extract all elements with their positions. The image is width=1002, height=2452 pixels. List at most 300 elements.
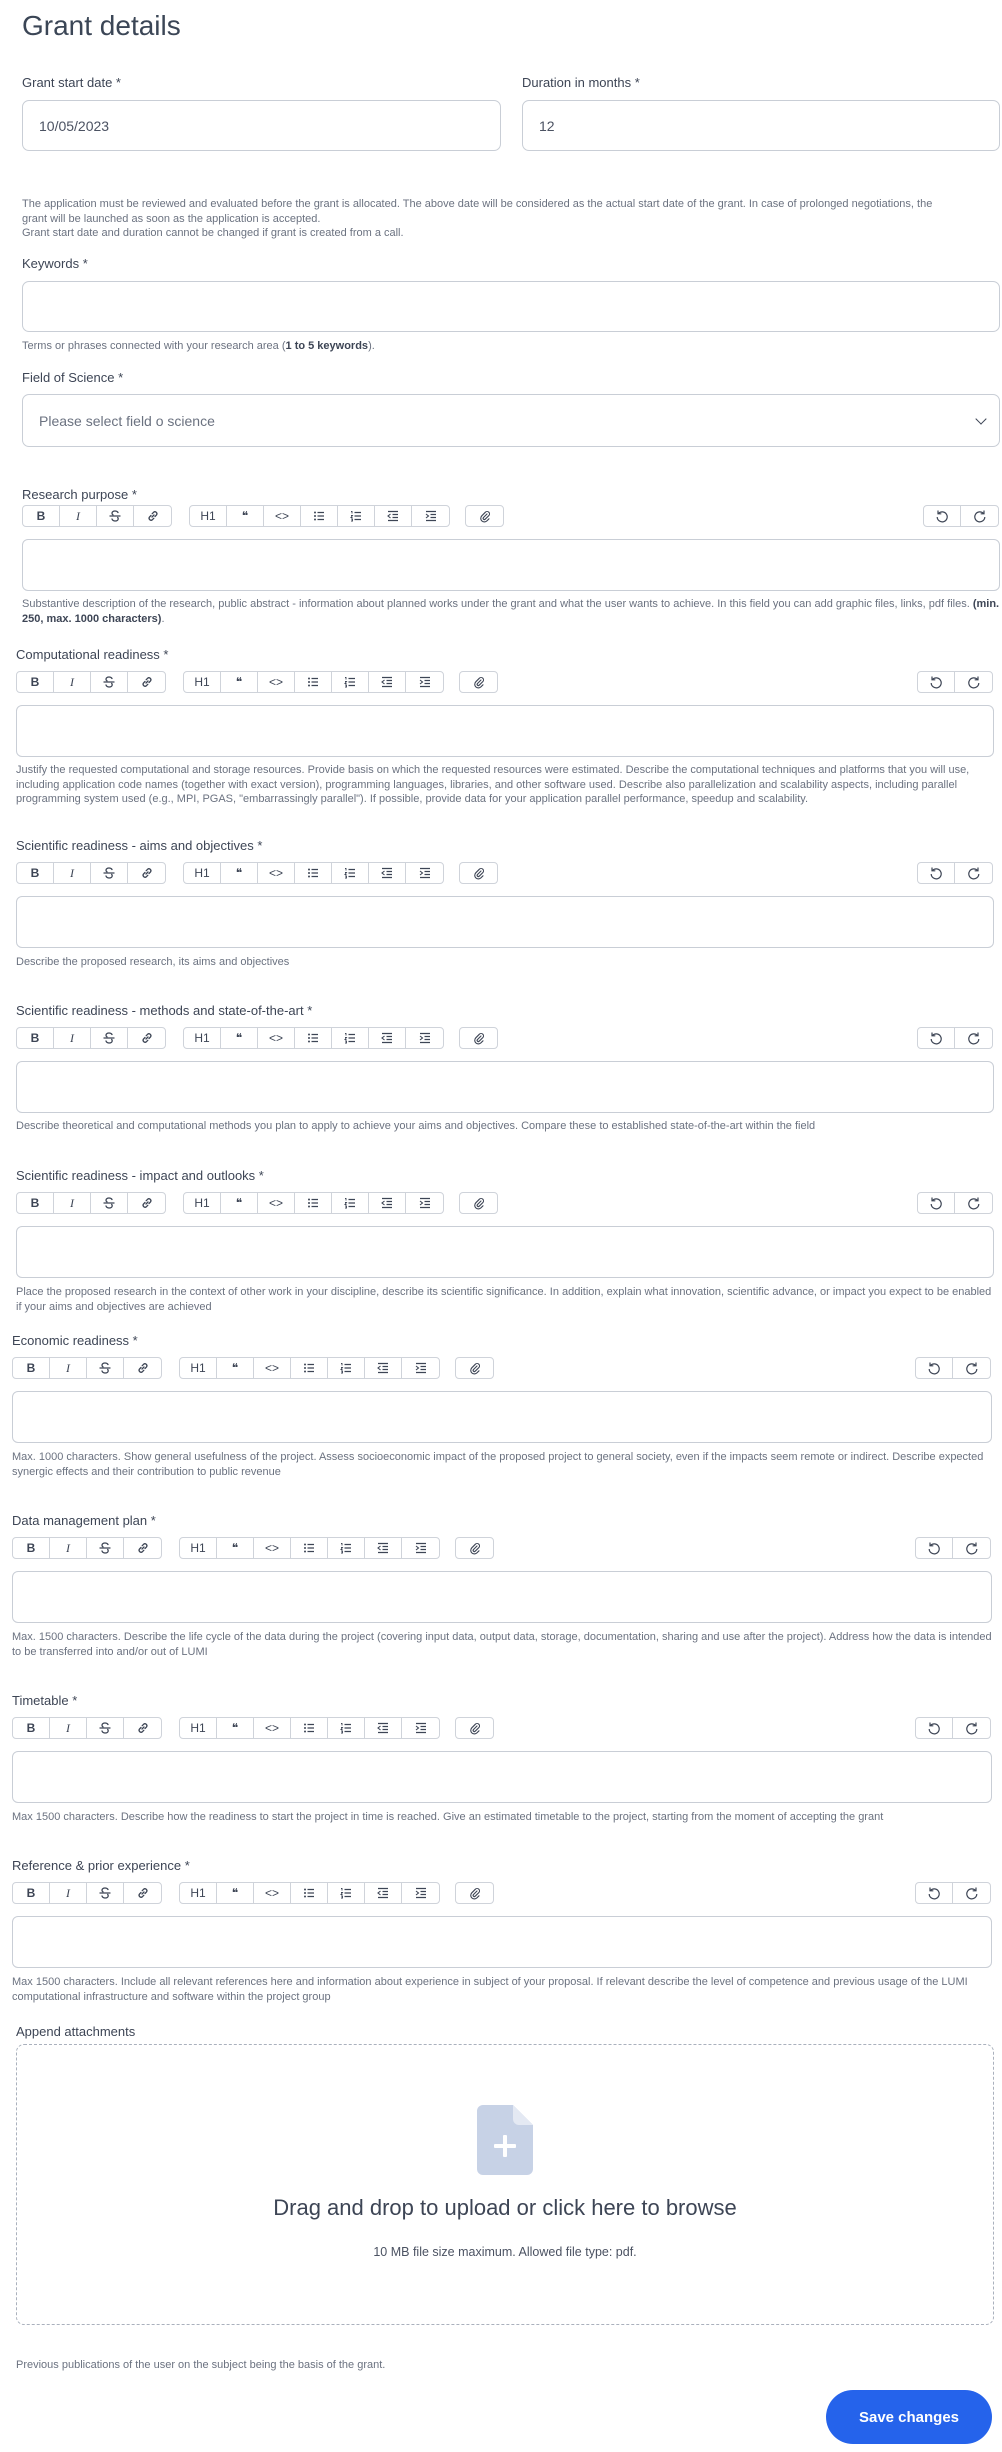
duration-label: Duration in months * bbox=[522, 75, 640, 90]
block-group bbox=[183, 671, 444, 693]
editor-toolbar bbox=[16, 671, 994, 693]
outdent-icon bbox=[376, 1721, 390, 1735]
keywords-help-suffix: ). bbox=[368, 340, 375, 352]
code-button[interactable]: <> bbox=[258, 863, 295, 883]
undo-button[interactable] bbox=[918, 863, 955, 883]
editor-label: Scientific readiness - aims and objectives * bbox=[16, 838, 263, 853]
outdent-button[interactable] bbox=[369, 672, 406, 692]
editor-toolbar bbox=[16, 1192, 994, 1214]
link-icon bbox=[136, 1721, 150, 1735]
numbered-list-icon bbox=[339, 1886, 353, 1900]
strikethrough-icon bbox=[102, 1031, 116, 1045]
upload-dropzone[interactable] bbox=[16, 2044, 994, 2325]
bullet-list-button[interactable] bbox=[291, 1718, 328, 1738]
link-icon bbox=[140, 866, 154, 880]
dropzone-title: Drag and drop to upload or click here to browse bbox=[273, 2195, 737, 2220]
numbered-list-icon bbox=[343, 866, 357, 880]
undo-button[interactable] bbox=[918, 1193, 955, 1213]
outdent-button[interactable] bbox=[365, 1718, 402, 1738]
attach-button[interactable] bbox=[460, 1028, 497, 1048]
attach-group bbox=[455, 1357, 494, 1379]
bullet-list-button[interactable] bbox=[301, 506, 338, 526]
history-group bbox=[915, 1357, 991, 1379]
attach-button[interactable] bbox=[460, 1193, 497, 1213]
date-note-text-2: Grant start date and duration cannot be changed if grant is created from a call. bbox=[22, 227, 404, 239]
numbered-list-button[interactable] bbox=[332, 863, 369, 883]
page-title: Grant details bbox=[22, 10, 181, 41]
attach-icon bbox=[468, 1361, 482, 1375]
block-group bbox=[189, 505, 450, 527]
attach-icon bbox=[472, 1031, 486, 1045]
undo-icon bbox=[929, 1196, 943, 1210]
quote-button[interactable]: ❝ bbox=[221, 672, 258, 692]
redo-button[interactable] bbox=[953, 1718, 990, 1738]
attach-group bbox=[455, 1882, 494, 1904]
editor-help bbox=[16, 1119, 996, 1134]
editor-toolbar bbox=[12, 1882, 992, 1904]
redo-button[interactable] bbox=[953, 1538, 990, 1558]
link-icon bbox=[136, 1886, 150, 1900]
heading-button[interactable]: H1 bbox=[180, 1883, 217, 1903]
strikethrough-icon bbox=[102, 1196, 116, 1210]
editor-help-text: Max 1500 characters. Include all relevant references here and information about experience in subject of your proposal. If relevant describe the level of competence and previous usage of the LUMI computational infrastructure and software within the project group bbox=[12, 1976, 968, 2003]
attach-button[interactable] bbox=[456, 1883, 493, 1903]
attach-icon bbox=[468, 1541, 482, 1555]
rich-text-editor[interactable] bbox=[12, 1916, 992, 1968]
attach-button[interactable] bbox=[456, 1358, 493, 1378]
editor-toolbar bbox=[16, 862, 994, 884]
bold-button[interactable]: B bbox=[17, 863, 54, 883]
outdent-button[interactable] bbox=[369, 863, 406, 883]
indent-icon bbox=[418, 866, 432, 880]
attach-group bbox=[459, 671, 498, 693]
editor-toolbar bbox=[12, 1717, 992, 1739]
quote-button[interactable]: ❝ bbox=[221, 863, 258, 883]
code-button[interactable]: <> bbox=[254, 1538, 291, 1558]
editor-help bbox=[12, 1630, 997, 1659]
indent-icon bbox=[418, 1196, 432, 1210]
redo-button[interactable] bbox=[961, 506, 998, 526]
bullet-list-icon bbox=[302, 1361, 316, 1375]
history-group bbox=[917, 1192, 993, 1214]
outdent-icon bbox=[386, 509, 400, 523]
heading-button[interactable]: H1 bbox=[184, 863, 221, 883]
format-group bbox=[16, 862, 166, 884]
link-button[interactable] bbox=[124, 1883, 161, 1903]
bullet-list-button[interactable] bbox=[295, 1193, 332, 1213]
bullet-list-button[interactable] bbox=[295, 863, 332, 883]
bold-button[interactable]: B bbox=[17, 672, 54, 692]
file-add-icon bbox=[477, 2105, 533, 2175]
strikethrough-button[interactable] bbox=[87, 1883, 124, 1903]
strikethrough-button[interactable] bbox=[91, 1028, 128, 1048]
bold-button[interactable]: B bbox=[17, 1028, 54, 1048]
bullet-list-icon bbox=[302, 1721, 316, 1735]
heading-button[interactable]: H1 bbox=[184, 672, 221, 692]
link-icon bbox=[136, 1361, 150, 1375]
strikethrough-button[interactable] bbox=[91, 672, 128, 692]
redo-button[interactable] bbox=[953, 1358, 990, 1378]
attach-icon bbox=[468, 1721, 482, 1735]
block-group bbox=[179, 1537, 440, 1559]
redo-button[interactable] bbox=[955, 1193, 992, 1213]
date-note bbox=[22, 197, 952, 241]
italic-button[interactable]: I bbox=[54, 1193, 91, 1213]
numbered-list-icon bbox=[343, 675, 357, 689]
bullet-list-icon bbox=[306, 1196, 320, 1210]
bullet-list-button[interactable] bbox=[291, 1883, 328, 1903]
indent-icon bbox=[414, 1361, 428, 1375]
strikethrough-button[interactable] bbox=[87, 1538, 124, 1558]
editor-help-text: Max. 1500 characters. Describe the life cycle of the data during the project (covering input data, output data, storage, documentation, sharing and use after the project). Address how the data is intended to be transferred into and/or out of LUMI bbox=[12, 1631, 992, 1658]
numbered-list-icon bbox=[339, 1541, 353, 1555]
grant-start-label: Grant start date * bbox=[22, 75, 121, 90]
undo-icon bbox=[929, 866, 943, 880]
chevron-down-icon bbox=[975, 413, 986, 424]
attachments-label: Append attachments bbox=[16, 2024, 136, 2039]
outdent-icon bbox=[376, 1541, 390, 1555]
attachments-note: Previous publications of the user on the subject being the basis of the grant. bbox=[16, 2359, 386, 2371]
code-button[interactable]: <> bbox=[264, 506, 301, 526]
italic-button[interactable]: I bbox=[50, 1883, 87, 1903]
indent-icon bbox=[414, 1721, 428, 1735]
indent-button[interactable] bbox=[406, 863, 443, 883]
numbered-list-button[interactable] bbox=[328, 1883, 365, 1903]
bullet-list-button[interactable] bbox=[295, 1028, 332, 1048]
bold-button[interactable]: B bbox=[13, 1358, 50, 1378]
redo-icon bbox=[973, 509, 987, 523]
numbered-list-button[interactable] bbox=[332, 672, 369, 692]
editor-help-text: Describe the proposed research, its aims and objectives bbox=[16, 956, 290, 968]
grant-start-date-input[interactable] bbox=[22, 100, 501, 151]
strikethrough-icon bbox=[98, 1361, 112, 1375]
redo-button[interactable] bbox=[955, 863, 992, 883]
format-group bbox=[12, 1357, 162, 1379]
history-group bbox=[915, 1882, 991, 1904]
indent-button[interactable] bbox=[406, 1028, 443, 1048]
redo-icon bbox=[965, 1361, 979, 1375]
outdent-button[interactable] bbox=[369, 1193, 406, 1213]
bullet-list-icon bbox=[306, 866, 320, 880]
strikethrough-icon bbox=[98, 1541, 112, 1555]
bullet-list-button[interactable] bbox=[291, 1538, 328, 1558]
outdent-icon bbox=[380, 866, 394, 880]
numbered-list-button[interactable] bbox=[328, 1718, 365, 1738]
heading-button[interactable]: H1 bbox=[180, 1718, 217, 1738]
quote-button[interactable]: ❝ bbox=[227, 506, 264, 526]
editor-help bbox=[12, 1810, 997, 1825]
italic-button[interactable]: I bbox=[54, 863, 91, 883]
history-group bbox=[917, 1027, 993, 1049]
italic-button[interactable]: I bbox=[60, 506, 97, 526]
indent-button[interactable] bbox=[402, 1883, 439, 1903]
undo-icon bbox=[927, 1886, 941, 1900]
history-group bbox=[915, 1537, 991, 1559]
editor-help-text: Place the proposed research in the context of other work in your discipline, describe its scientific significance. In addition, explain what innovation, scientific advance, or impact you expect to be enabled if your aims and objectives are achieved bbox=[16, 1286, 992, 1313]
date-note-text: The application must be reviewed and evaluated before the grant is allocated. The above date will be considered as the actual start date of the grant. In case of prolonged negotiations, the grant will be launched as soon as the application is accepted. bbox=[22, 198, 933, 225]
outdent-icon bbox=[376, 1361, 390, 1375]
format-group bbox=[16, 1192, 166, 1214]
quote-button[interactable]: ❝ bbox=[221, 1193, 258, 1213]
attach-group bbox=[455, 1537, 494, 1559]
bullet-list-icon bbox=[312, 509, 326, 523]
quote-button[interactable]: ❝ bbox=[217, 1358, 254, 1378]
history-group bbox=[917, 671, 993, 693]
editor-label: Timetable * bbox=[12, 1693, 78, 1708]
redo-button[interactable] bbox=[955, 1028, 992, 1048]
link-icon bbox=[140, 1196, 154, 1210]
strikethrough-icon bbox=[98, 1886, 112, 1900]
attach-group bbox=[459, 1027, 498, 1049]
block-group bbox=[183, 1027, 444, 1049]
redo-icon bbox=[965, 1721, 979, 1735]
bold-button[interactable]: B bbox=[13, 1538, 50, 1558]
undo-icon bbox=[935, 509, 949, 523]
heading-button[interactable]: H1 bbox=[190, 506, 227, 526]
code-button[interactable]: <> bbox=[254, 1358, 291, 1378]
format-group bbox=[12, 1882, 162, 1904]
strikethrough-button[interactable] bbox=[87, 1358, 124, 1378]
keywords-help-prefix: Terms or phrases connected with your research area ( bbox=[22, 340, 286, 352]
editor-help bbox=[22, 597, 1002, 626]
duration-value: 12 bbox=[539, 117, 555, 134]
history-group bbox=[923, 505, 999, 527]
editor-label: Data management plan * bbox=[12, 1513, 156, 1528]
undo-button[interactable] bbox=[916, 1538, 953, 1558]
rich-text-editor[interactable] bbox=[16, 896, 994, 948]
code-button[interactable]: <> bbox=[254, 1718, 291, 1738]
format-group bbox=[12, 1537, 162, 1559]
code-button[interactable]: <> bbox=[258, 1028, 295, 1048]
block-group bbox=[179, 1717, 440, 1739]
strikethrough-icon bbox=[102, 675, 116, 689]
outdent-button[interactable] bbox=[365, 1538, 402, 1558]
undo-icon bbox=[927, 1541, 941, 1555]
bold-button[interactable]: B bbox=[13, 1718, 50, 1738]
editor-toolbar bbox=[16, 1027, 994, 1049]
attach-icon bbox=[468, 1886, 482, 1900]
numbered-list-button[interactable] bbox=[328, 1358, 365, 1378]
italic-button[interactable]: I bbox=[54, 1028, 91, 1048]
block-group bbox=[179, 1357, 440, 1379]
editor-help-text: Justify the requested computational and storage resources. Provide basis on which the requested resources were estimated. Describe the computational techniques and platforms that you will use, including application code names (together with exact version), programming languages, libraries, and other software used. Describe also parallelization and scalability aspects, including parallel programming system used (e.g., MPI, PGAS, "embarrassingly parallel"). If possible, provide data for your application parallel performance, speedup and scalability. bbox=[16, 764, 970, 805]
bullet-list-icon bbox=[306, 1031, 320, 1045]
editor-help bbox=[12, 1975, 997, 2004]
strikethrough-button[interactable] bbox=[87, 1718, 124, 1738]
attach-button[interactable] bbox=[456, 1538, 493, 1558]
indent-icon bbox=[418, 1031, 432, 1045]
indent-button[interactable] bbox=[402, 1538, 439, 1558]
editor-help bbox=[16, 763, 996, 807]
redo-button[interactable] bbox=[953, 1883, 990, 1903]
keywords-input[interactable] bbox=[22, 281, 1000, 332]
italic-button[interactable]: I bbox=[50, 1718, 87, 1738]
editor-help bbox=[12, 1450, 997, 1479]
numbered-list-icon bbox=[339, 1361, 353, 1375]
field-of-science-label: Field of Science * bbox=[22, 370, 124, 385]
editor-help-bold: (min. 250, max. 1000 characters) bbox=[22, 598, 1000, 625]
bold-button[interactable]: B bbox=[17, 1193, 54, 1213]
format-group bbox=[16, 1027, 166, 1049]
rich-text-editor[interactable] bbox=[16, 1061, 994, 1113]
strikethrough-button[interactable] bbox=[91, 1193, 128, 1213]
link-button[interactable] bbox=[124, 1538, 161, 1558]
rich-text-editor[interactable] bbox=[12, 1391, 992, 1443]
duration-input[interactable] bbox=[522, 100, 1000, 151]
link-icon bbox=[140, 1031, 154, 1045]
editor-label: Research purpose * bbox=[22, 487, 137, 502]
link-button[interactable] bbox=[134, 506, 171, 526]
rich-text-editor[interactable] bbox=[12, 1571, 992, 1623]
undo-button[interactable] bbox=[916, 1883, 953, 1903]
indent-button[interactable] bbox=[406, 672, 443, 692]
editor-toolbar bbox=[22, 505, 1000, 527]
attach-group bbox=[459, 1192, 498, 1214]
undo-icon bbox=[929, 675, 943, 689]
editor-toolbar bbox=[12, 1357, 992, 1379]
editor-label: Scientific readiness - impact and outlooks * bbox=[16, 1168, 264, 1183]
undo-button[interactable] bbox=[916, 1718, 953, 1738]
editor-label: Scientific readiness - methods and state-of-the-art * bbox=[16, 1003, 313, 1018]
indent-button[interactable] bbox=[402, 1718, 439, 1738]
link-button[interactable] bbox=[128, 1193, 165, 1213]
field-of-science-placeholder: Please select field o science bbox=[39, 412, 215, 429]
keywords-label: Keywords * bbox=[22, 256, 88, 271]
heading-button[interactable]: H1 bbox=[180, 1358, 217, 1378]
outdent-icon bbox=[380, 1031, 394, 1045]
bold-button[interactable]: B bbox=[13, 1883, 50, 1903]
editor-help-tail: . bbox=[161, 612, 165, 625]
attach-button[interactable] bbox=[460, 672, 497, 692]
link-button[interactable] bbox=[124, 1718, 161, 1738]
outdent-icon bbox=[380, 675, 394, 689]
italic-button[interactable]: I bbox=[54, 672, 91, 692]
redo-icon bbox=[967, 675, 981, 689]
attach-icon bbox=[472, 1196, 486, 1210]
strikethrough-button[interactable] bbox=[97, 506, 134, 526]
editor-label: Economic readiness * bbox=[12, 1333, 138, 1348]
outdent-icon bbox=[376, 1886, 390, 1900]
link-button[interactable] bbox=[128, 863, 165, 883]
undo-button[interactable] bbox=[924, 506, 961, 526]
numbered-list-icon bbox=[343, 1031, 357, 1045]
format-group bbox=[22, 505, 172, 527]
link-button[interactable] bbox=[128, 1028, 165, 1048]
attach-button[interactable] bbox=[466, 506, 503, 526]
code-button[interactable]: <> bbox=[258, 672, 295, 692]
keywords-help-bold: 1 to 5 keywords bbox=[285, 340, 369, 352]
undo-button[interactable] bbox=[918, 672, 955, 692]
indent-icon bbox=[414, 1541, 428, 1555]
redo-icon bbox=[967, 1031, 981, 1045]
heading-button[interactable]: H1 bbox=[184, 1193, 221, 1213]
link-icon bbox=[140, 675, 154, 689]
indent-button[interactable] bbox=[412, 506, 449, 526]
quote-button[interactable]: ❝ bbox=[221, 1028, 258, 1048]
strikethrough-button[interactable] bbox=[91, 863, 128, 883]
numbered-list-button[interactable] bbox=[332, 1028, 369, 1048]
numbered-list-button[interactable] bbox=[328, 1538, 365, 1558]
bullet-list-icon bbox=[306, 675, 320, 689]
editor-help bbox=[16, 1285, 996, 1314]
field-of-science-select[interactable] bbox=[22, 394, 1000, 447]
code-button[interactable]: <> bbox=[258, 1193, 295, 1213]
numbered-list-icon bbox=[339, 1721, 353, 1735]
italic-button[interactable]: I bbox=[50, 1538, 87, 1558]
redo-icon bbox=[965, 1541, 979, 1555]
rich-text-editor[interactable] bbox=[16, 1226, 994, 1278]
undo-icon bbox=[927, 1721, 941, 1735]
indent-button[interactable] bbox=[406, 1193, 443, 1213]
redo-button[interactable] bbox=[955, 672, 992, 692]
indent-icon bbox=[414, 1886, 428, 1900]
grant-start-date-value: 10/05/2023 bbox=[39, 117, 110, 134]
attach-icon bbox=[472, 675, 486, 689]
block-group bbox=[179, 1882, 440, 1904]
bullet-list-button[interactable] bbox=[295, 672, 332, 692]
quote-button[interactable]: ❝ bbox=[217, 1883, 254, 1903]
undo-button[interactable] bbox=[918, 1028, 955, 1048]
indent-button[interactable] bbox=[402, 1358, 439, 1378]
undo-icon bbox=[927, 1361, 941, 1375]
rich-text-editor[interactable] bbox=[12, 1751, 992, 1803]
block-group bbox=[183, 862, 444, 884]
editor-help-text: Substantive description of the research, public abstract - information about planned works under the grant and what the user wants to achieve. In this field you can add graphic files, links, pdf files. bbox=[22, 598, 970, 610]
editor-help bbox=[16, 955, 996, 970]
editor-help-text: Max. 1000 characters. Show general usefulness of the project. Assess socioeconomic impact of the proposed project to general society, even if the impacts seem remote or indirect. Describe expected synergic effects and their contribution to public revenue bbox=[12, 1451, 984, 1478]
link-icon bbox=[136, 1541, 150, 1555]
block-group bbox=[183, 1192, 444, 1214]
heading-button[interactable]: H1 bbox=[180, 1538, 217, 1558]
bullet-list-button[interactable] bbox=[291, 1358, 328, 1378]
quote-button[interactable]: ❝ bbox=[217, 1718, 254, 1738]
heading-button[interactable]: H1 bbox=[184, 1028, 221, 1048]
editor-toolbar bbox=[12, 1537, 992, 1559]
quote-button[interactable]: ❝ bbox=[217, 1538, 254, 1558]
rich-text-editor[interactable] bbox=[16, 705, 994, 757]
attach-button[interactable] bbox=[460, 863, 497, 883]
code-button[interactable]: <> bbox=[254, 1883, 291, 1903]
strikethrough-icon bbox=[102, 866, 116, 880]
outdent-button[interactable] bbox=[369, 1028, 406, 1048]
link-button[interactable] bbox=[128, 672, 165, 692]
undo-icon bbox=[929, 1031, 943, 1045]
numbered-list-button[interactable] bbox=[338, 506, 375, 526]
numbered-list-button[interactable] bbox=[332, 1193, 369, 1213]
indent-icon bbox=[418, 675, 432, 689]
outdent-button[interactable] bbox=[375, 506, 412, 526]
format-group bbox=[16, 671, 166, 693]
link-button[interactable] bbox=[124, 1358, 161, 1378]
numbered-list-icon bbox=[349, 509, 363, 523]
redo-icon bbox=[965, 1886, 979, 1900]
rich-text-editor[interactable] bbox=[22, 539, 1000, 591]
outdent-button[interactable] bbox=[365, 1358, 402, 1378]
editor-help-text: Describe theoretical and computational methods you plan to apply to achieve your aims and objectives. Compare these to established state-of-the-art within the field bbox=[16, 1120, 816, 1132]
attach-button[interactable] bbox=[456, 1718, 493, 1738]
format-group bbox=[12, 1717, 162, 1739]
outdent-icon bbox=[380, 1196, 394, 1210]
editor-label: Reference & prior experience * bbox=[12, 1858, 190, 1873]
save-button[interactable]: Save changes bbox=[826, 2390, 992, 2444]
bold-button[interactable]: B bbox=[23, 506, 60, 526]
italic-button[interactable]: I bbox=[50, 1358, 87, 1378]
editor-label: Computational readiness * bbox=[16, 647, 169, 662]
undo-button[interactable] bbox=[916, 1358, 953, 1378]
editor-help-text: Max 1500 characters. Describe how the readiness to start the project in time is reached. Give an estimated timetable to the project, starting from the moment of accepting the grant bbox=[12, 1811, 884, 1823]
outdent-button[interactable] bbox=[365, 1883, 402, 1903]
strikethrough-icon bbox=[98, 1721, 112, 1735]
